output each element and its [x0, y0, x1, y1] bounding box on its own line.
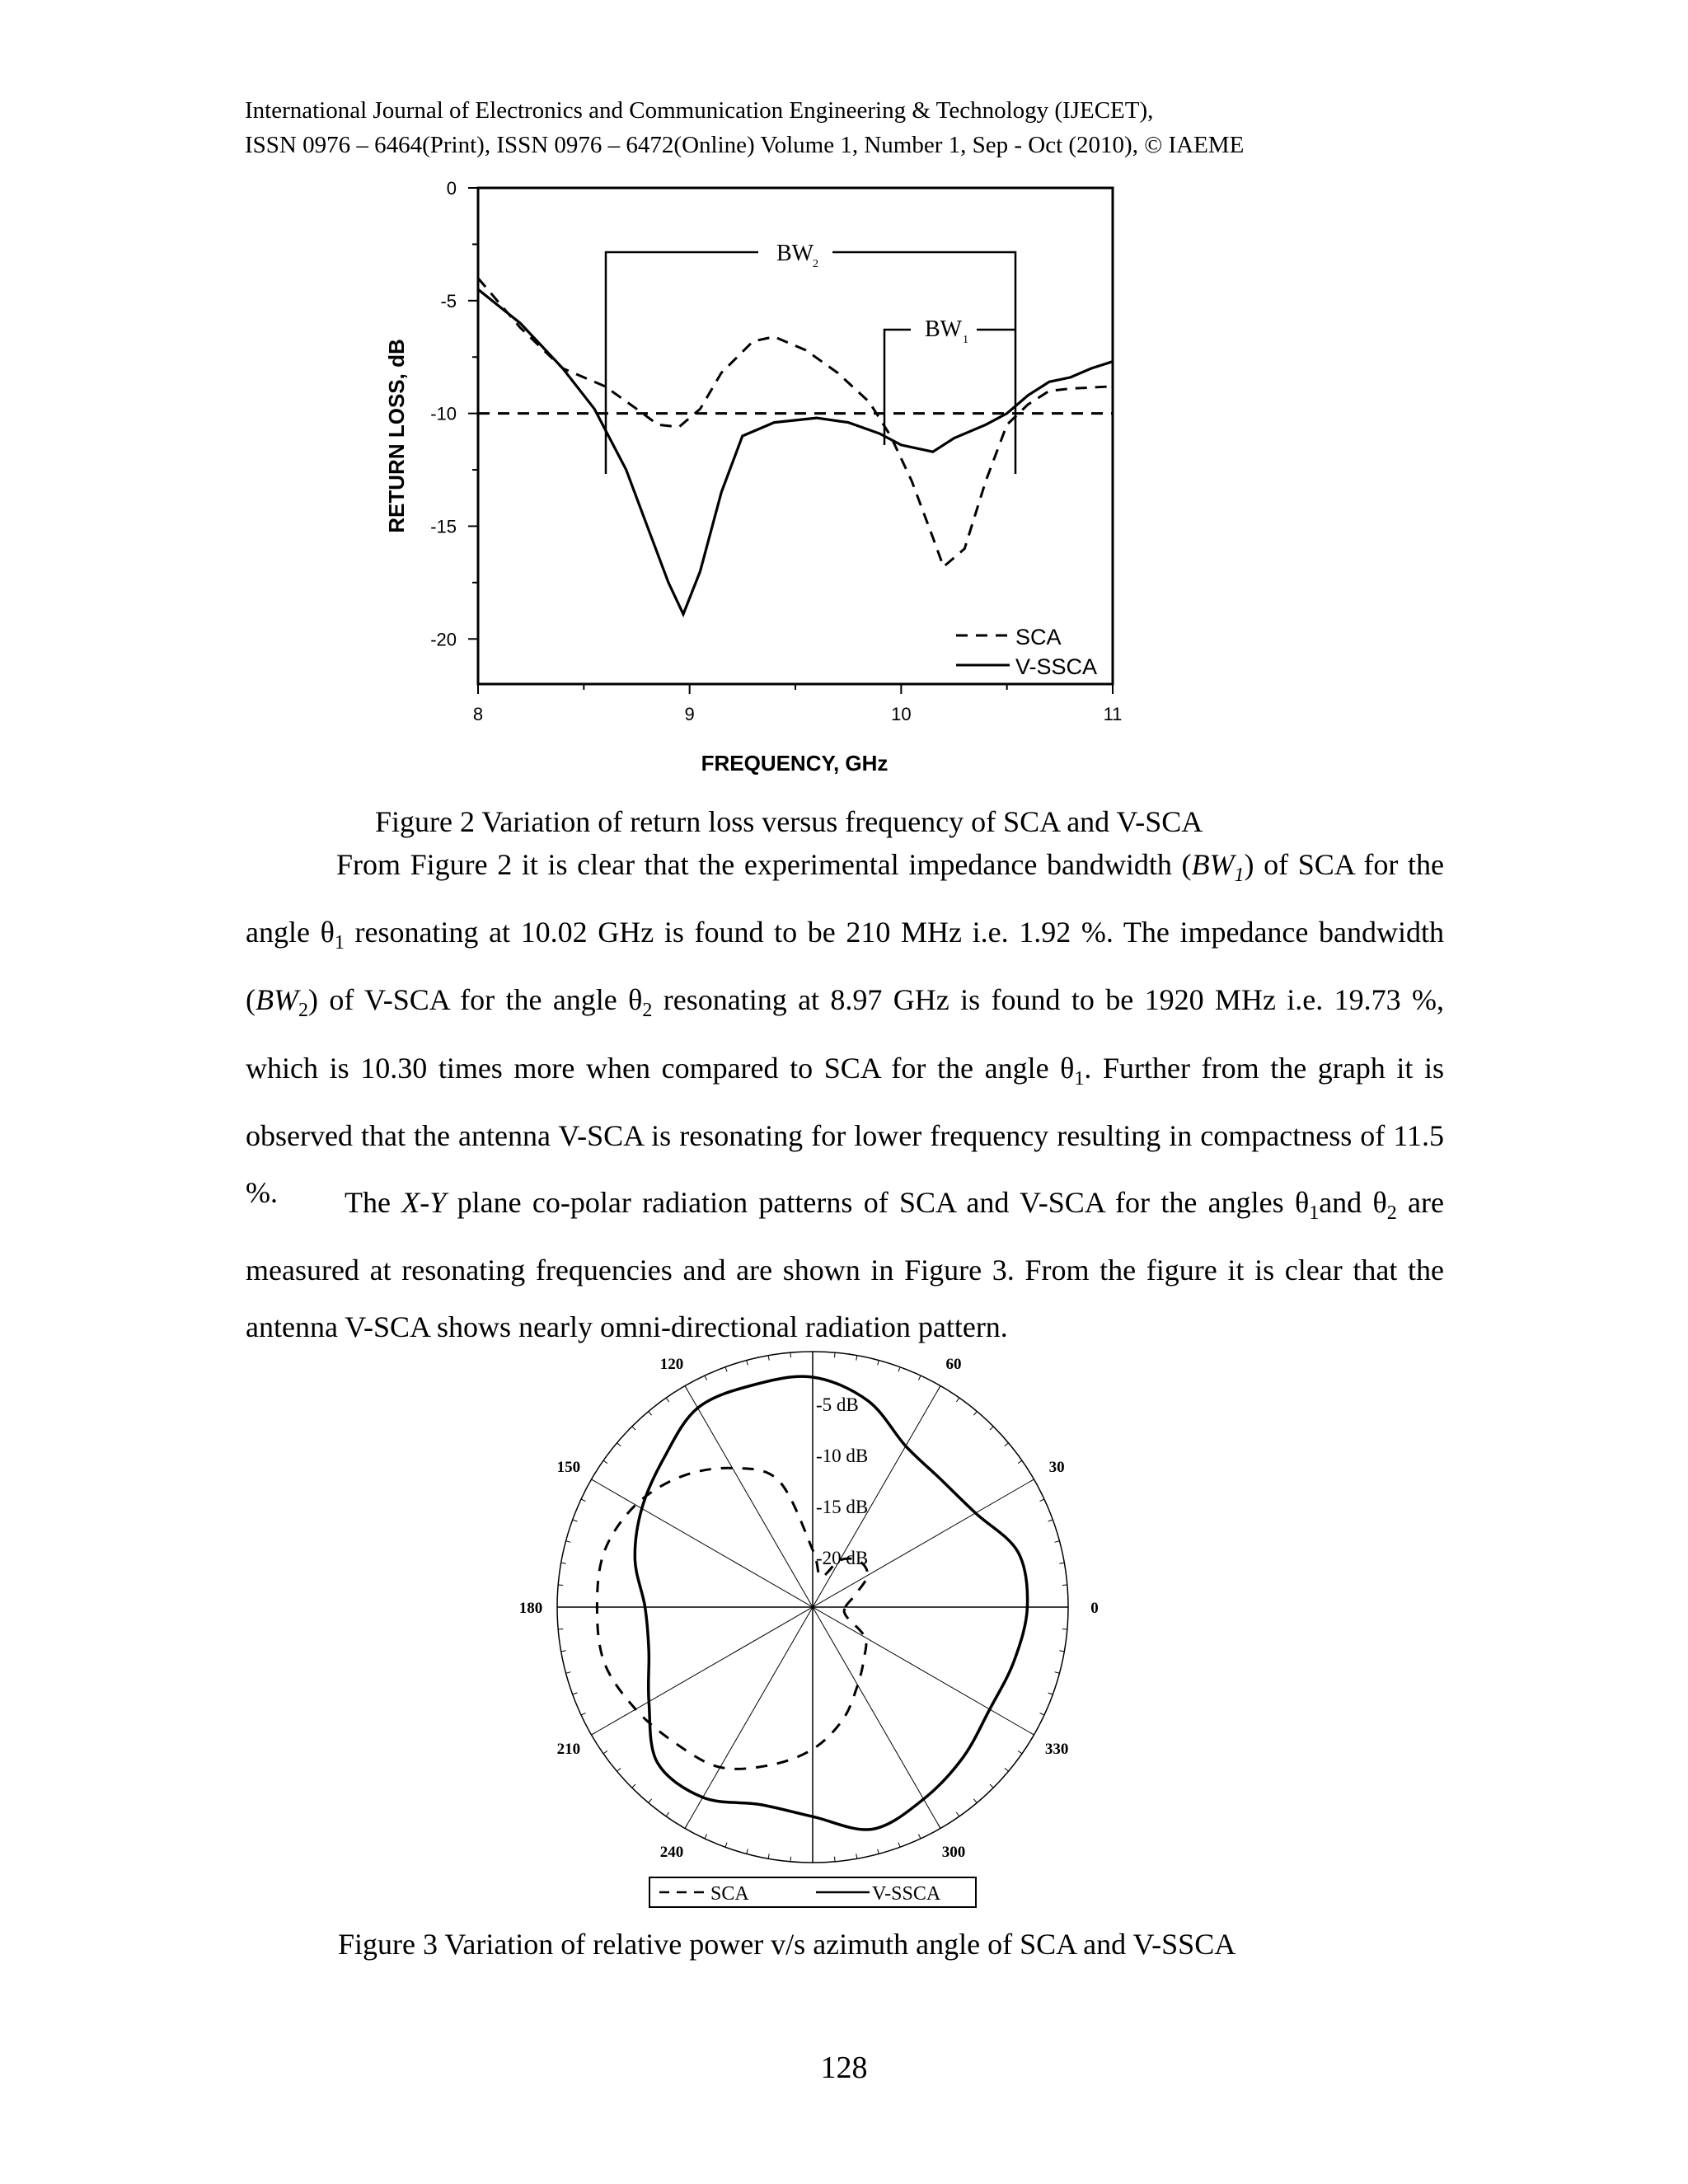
bw2-bracket-right [832, 252, 1015, 474]
y-tick-labels [430, 178, 457, 649]
polar-minor-tick [592, 1732, 596, 1735]
polar-minor-tick [938, 1386, 940, 1390]
y-tick-label: -10 [430, 403, 457, 424]
polar-angle-label: 120 [659, 1355, 684, 1373]
polar-minor-tick [768, 1356, 769, 1361]
polar-minor-tick [956, 1398, 959, 1402]
polar-ring-labels [816, 1394, 868, 1568]
polar-minor-tick [1005, 1443, 1009, 1446]
paragraph-radiation-patterns: The X-Y plane co-polar radiation patterns of SCA and V-SCA for the angles $\theta_1and$ $\theta_2$ are measured at resonating frequencies and are shown in Figure 3. From the figure it is clear that the antenna V-SCA shows nearly omni-directional radiation pattern. [246, 1186, 1444, 1344]
polar-ring-label: -10 dB [816, 1446, 869, 1466]
polar-minor-tick [617, 1443, 621, 1446]
polar-minor-tick [790, 1857, 791, 1862]
polar-spokes [557, 1352, 1068, 1863]
polar-minor-tick [558, 1585, 563, 1586]
page-number: 128 [820, 2050, 868, 2085]
polar-minor-tick [856, 1356, 857, 1361]
polar-minor-tick [666, 1812, 668, 1816]
bw2-bracket-left [606, 252, 758, 474]
polar-minor-tick [1048, 1693, 1053, 1694]
polar-minor-tick [747, 1361, 748, 1366]
polar-minor-tick [685, 1386, 687, 1390]
polar-minor-tick [956, 1812, 959, 1816]
polar-minor-tick [581, 1499, 585, 1502]
polar-minor-tick [1018, 1750, 1022, 1753]
y-tick-label: -5 [440, 290, 457, 312]
polar-minor-tick [973, 1412, 977, 1416]
polar-minor-tick [1018, 1460, 1022, 1463]
x-tick-label: 8 [472, 704, 484, 724]
polar-minor-tick [856, 1854, 857, 1858]
x-tick-label: 9 [684, 704, 695, 724]
polar-minor-tick [561, 1651, 566, 1652]
polar-minor-tick [1055, 1541, 1060, 1543]
polar-angle-label: 210 [556, 1741, 581, 1758]
polar-minor-tick [834, 1352, 835, 1357]
figure3-polar-pattern-chart [495, 1335, 1104, 1912]
polar-minor-tick [685, 1824, 687, 1828]
polar-minor-tick [592, 1479, 596, 1482]
polar-minor-tick [1059, 1651, 1064, 1652]
polar-minor-tick [649, 1412, 652, 1416]
polar-minor-tick [938, 1824, 940, 1828]
sca-series-line [478, 279, 1113, 567]
polar-minor-tick [1029, 1732, 1034, 1735]
figure2-caption: Figure 2 Variation of return loss versus frequency of SCA and V-SCA [375, 805, 1203, 838]
figure2-return-loss-chart [371, 173, 1162, 791]
journal-header-line2: ISSN 0976 – 6464(Print), ISSN 0976 – 6472(Online) Volume 1, Number 1, Sep - Oct (2010), © IAEME [245, 132, 1245, 158]
polar-minor-tick [898, 1843, 900, 1848]
paragraph-bandwidth-results: From Figure 2 it is clear that the experimental impedance bandwidth $(BW_1)$ of SCA for the angle $\theta_1$ resonating at 10.02 GHz is found to be 210 MHz i.e. 1.92 %. The impedance bandwidth $(BW_2)$ of V-SCA for the angle $\theta_2$ resonating at 8.97 GHz is found to be 1920 MHz i.e. 19.73 %, which is 10.30 times more when compared to SCA for the angle $\theta_1$. Further from the graph it is observed that the antenna V-SCA is resonating for lower frequency resulting in compactness of 11.5 %. [246, 848, 1444, 1209]
polar-minor-tick [973, 1799, 977, 1803]
polar-angle-label: 240 [659, 1844, 684, 1862]
polar-minor-tick [632, 1427, 635, 1430]
v-ssca-series-line [478, 289, 1113, 614]
polar-angle-label: 300 [941, 1844, 966, 1862]
polar-minor-tick [747, 1849, 748, 1854]
polar-minor-tick [581, 1713, 585, 1715]
polar-minor-tick [1029, 1479, 1034, 1482]
x-tick-label: 11 [1103, 704, 1123, 724]
legend-sca-label: SCA [1015, 625, 1062, 649]
polar-ring-label: -5 dB [816, 1394, 859, 1415]
polar-minor-tick [918, 1376, 921, 1380]
polar-minor-tick [878, 1849, 879, 1854]
legend-sca-label: SCA [710, 1883, 749, 1905]
polar-minor-tick [617, 1768, 621, 1771]
polar-minor-tick [566, 1541, 571, 1543]
polar-minor-tick [603, 1750, 607, 1753]
y-tick-label: -20 [430, 629, 457, 650]
polar-minor-tick [1005, 1768, 1009, 1771]
polar-minor-tick [632, 1784, 635, 1788]
polar-minor-tick [918, 1835, 921, 1839]
journal-header-line1: International Journal of Electronics and Communication Engineering & Technology (IJECET), [245, 97, 1154, 124]
x-tick-labels [473, 704, 1123, 724]
polar-minor-tick [603, 1460, 607, 1463]
polar-angle-label: 60 [945, 1355, 962, 1373]
legend-v-ssca-label: V-SSCA [1015, 654, 1098, 679]
polar-minor-tick [768, 1854, 769, 1858]
polar-minor-tick [725, 1843, 727, 1848]
polar-minor-tick [666, 1398, 668, 1402]
x-axis-title: FREQUENCY, GHz [701, 751, 889, 776]
polar-minor-tick [573, 1520, 578, 1521]
y-tick-label: 0 [446, 178, 457, 199]
y-axis-title: RETURN LOSS, dB [384, 339, 409, 533]
polar-minor-tick [878, 1361, 879, 1366]
polar-minor-tick [725, 1367, 727, 1372]
polar-minor-tick [1055, 1672, 1060, 1674]
polar-minor-tick [990, 1784, 993, 1788]
bw1-label: BW [925, 316, 963, 342]
polar-minor-tick [790, 1352, 791, 1357]
figure3-caption: Figure 3 Variation of relative power v/s azimuth angle of SCA and V-SSCA [338, 1928, 1236, 1961]
polar-minor-tick [705, 1835, 707, 1839]
polar-minor-tick [1040, 1499, 1044, 1502]
polar-minor-tick [898, 1367, 900, 1372]
polar-angle-label: 330 [1044, 1741, 1069, 1758]
polar-minor-tick [649, 1799, 652, 1803]
polar-minor-tick [1048, 1520, 1053, 1521]
bw2-subscript: 2 [813, 258, 818, 270]
bw1-subscript: 1 [963, 334, 968, 346]
polar-angle-label: 180 [518, 1600, 543, 1617]
polar-minor-tick [705, 1376, 707, 1380]
polar-ring-label: -20 dB [816, 1548, 869, 1568]
polar-minor-tick [566, 1672, 571, 1674]
polar-angle-label: 150 [556, 1459, 581, 1476]
v-ssca-pattern [635, 1376, 1027, 1830]
x-tick-label: 10 [891, 704, 912, 724]
polar-angle-label: 0 [1090, 1600, 1099, 1617]
polar-minor-tick [1040, 1713, 1044, 1715]
polar-minor-tick [990, 1427, 993, 1430]
polar-ring-label: -15 dB [816, 1497, 869, 1517]
y-tick-label: -15 [430, 516, 457, 537]
legend-v-ssca-label: V-SSCA [872, 1883, 941, 1905]
bw2-label: BW [776, 241, 814, 266]
bw1-bracket-left [884, 330, 911, 445]
polar-minor-tick [1062, 1585, 1067, 1586]
polar-minor-tick [834, 1857, 835, 1862]
polar-minor-tick [573, 1693, 578, 1694]
polar-angle-label: 30 [1048, 1459, 1065, 1476]
